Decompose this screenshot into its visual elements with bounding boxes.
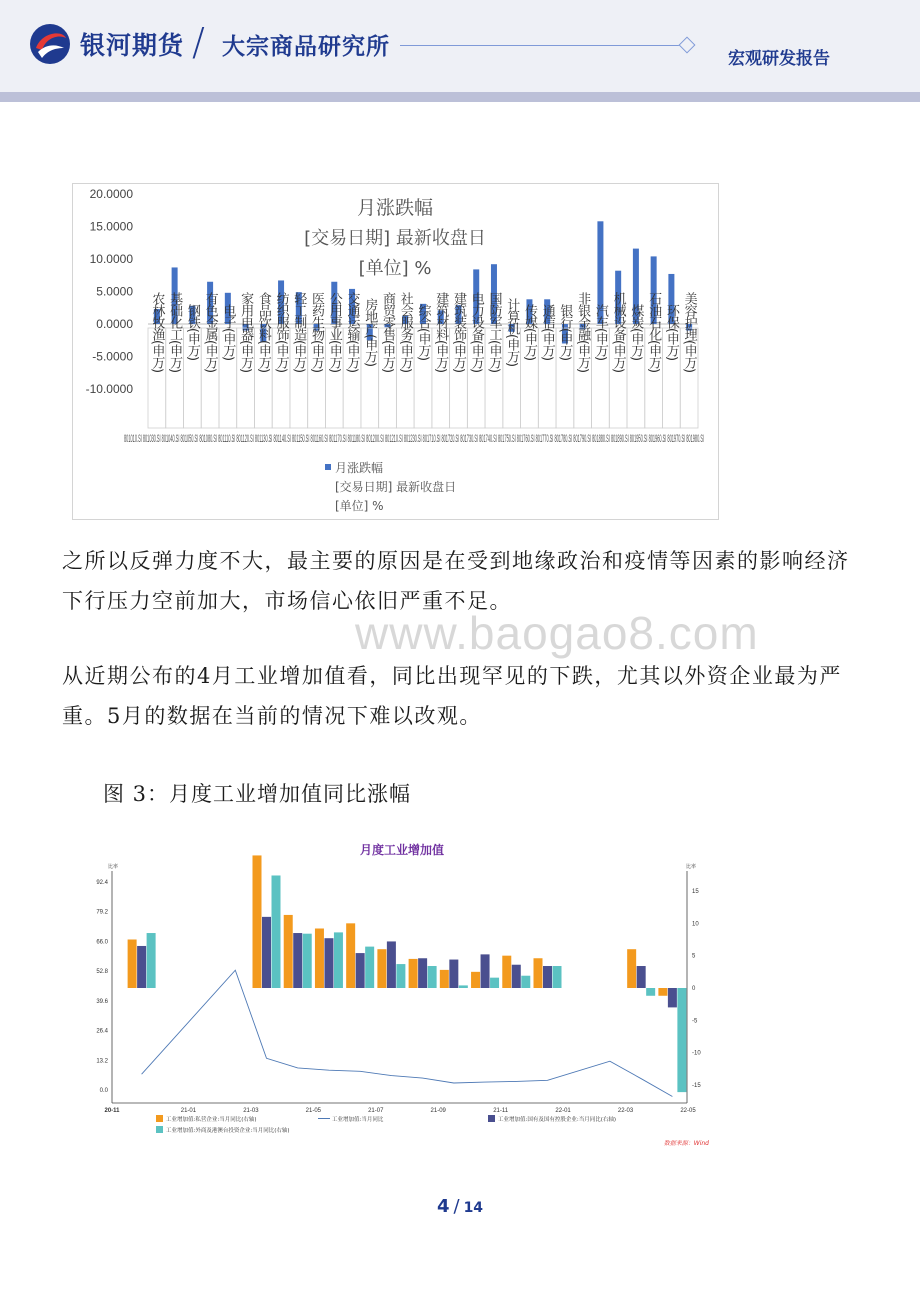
legend-swatch [325, 464, 331, 470]
bar-series-2 [637, 966, 646, 988]
bar-series-3 [646, 988, 655, 996]
x-tick-label: 21-09 [430, 1108, 446, 1114]
category-label: 社会服务(申万) [397, 291, 413, 373]
bar-series-1 [471, 972, 480, 988]
page-separator: / [453, 1196, 460, 1217]
bar-series-1 [440, 970, 449, 988]
watermark: www.baogao8.com [355, 607, 759, 659]
chart-title-line: [单位] % [358, 258, 432, 279]
chart-title-line: [交易日期] 最新收盘日 [304, 228, 486, 249]
x-tick-label: 21-05 [305, 1108, 322, 1114]
left-tick-label: 39.6 [96, 998, 108, 1005]
paragraph-2: 从近期公布的4月工业增加值看，同比出现罕见的下跌，尤其以外资企业最为严重。5月的数据在当前的情况下难以改观。 [62, 664, 842, 728]
category-label: 美容护理(申万) [681, 291, 697, 373]
category-label: 计算机(申万) [504, 297, 520, 367]
category-label: 轻工制造(申万) [291, 291, 307, 373]
right-tick-label: 15 [692, 889, 699, 895]
category-label: 机械设备(申万) [610, 291, 626, 373]
bar-series-2 [418, 958, 427, 988]
right-unit: 比率 [686, 864, 697, 870]
bar-series-3 [677, 988, 686, 1092]
figure-caption: 图 3：月度工业增加值同比涨幅 [103, 782, 412, 806]
chart-title-line: 月涨跌幅 [356, 197, 434, 219]
industrial-value-chart-svg [92, 835, 712, 1150]
category-label: 煤炭(申万) [628, 303, 644, 361]
bar-series-2 [137, 946, 146, 988]
bar-series-3 [459, 985, 468, 988]
category-label: 传媒(申万) [521, 303, 537, 361]
bar-series-2 [512, 965, 521, 988]
y-tick-label: 15.0000 [89, 219, 133, 234]
x-tick-label: 22-01 [555, 1108, 571, 1114]
category-label: 建筑材料(申万) [433, 291, 449, 373]
data-source: 数据来源：Wind [663, 1140, 709, 1147]
header-rule [400, 45, 680, 46]
bar-series-1 [627, 949, 636, 988]
bar-series-2 [543, 966, 552, 988]
page-current: 4 [436, 1196, 450, 1217]
bar-series-3 [365, 947, 374, 988]
x-tick-label: 21-03 [243, 1108, 259, 1114]
category-label: 有色金属(申万) [202, 291, 218, 373]
bar-series-1 [253, 855, 262, 988]
category-label: 电力设备(申万) [468, 291, 484, 373]
page-number [0, 1196, 920, 1217]
bar-series-3 [147, 933, 156, 988]
category-label: 公用事业(申万) [326, 291, 342, 373]
institute-name: 大宗商品研究所 [222, 34, 390, 60]
category-label: 纺织服饰(申万) [273, 291, 289, 373]
left-tick-label: 0.0 [99, 1088, 108, 1094]
bar-series-2 [387, 941, 396, 988]
bar-series-2 [481, 954, 490, 988]
bar-series-3 [272, 875, 281, 988]
category-label: 环保(申万) [663, 303, 679, 361]
x-tick-label: 20-11 [104, 1108, 120, 1114]
page-total: 14 [463, 1200, 484, 1216]
legend-label: 工业增加值:当月同比 [332, 1117, 384, 1123]
brand-name: 银河期货 [80, 31, 185, 60]
bar-series-1 [315, 929, 324, 988]
bar-series-2 [324, 938, 333, 988]
bar-series-3 [428, 966, 437, 988]
bar-series-3 [334, 932, 343, 988]
x-tick-label: 22-03 [617, 1108, 634, 1114]
legend-swatch [488, 1115, 495, 1122]
bar-series-2 [262, 917, 271, 988]
category-label: 电子(申万) [220, 303, 236, 361]
category-label: 非银金融(申万) [575, 291, 591, 373]
right-tick-label: 10 [692, 921, 699, 928]
category-label: 汽车(申万) [592, 303, 608, 361]
y-tick-label: -10.0000 [85, 382, 133, 396]
y-tick-label: 10.0000 [89, 252, 133, 266]
bar-series-2 [356, 953, 365, 988]
bar-series-2 [293, 933, 302, 988]
legend-swatch [156, 1115, 163, 1122]
bar-series-1 [346, 923, 355, 988]
bar-series-1 [284, 915, 293, 988]
category-label: 综合(申万) [415, 303, 431, 361]
y-tick-label: 0.0000 [96, 317, 133, 331]
bar-series-3 [303, 934, 312, 988]
category-label: 医药生物(申万) [309, 291, 325, 373]
category-label: 商贸零售(申万) [380, 291, 396, 373]
legend-line: [单位] % [335, 499, 384, 513]
monthly-change-chart [72, 183, 719, 520]
category-label: 交通运输(申万) [344, 291, 360, 373]
x-tick-label: 21-11 [493, 1108, 509, 1114]
left-tick-label: 52.8 [96, 969, 108, 976]
right-tick-label: -10 [692, 1050, 701, 1057]
legend-label: 工业增加值:私营企业:当月同比(右轴) [166, 1117, 257, 1123]
y-tick-label: 5.0000 [96, 284, 133, 299]
chart2-title: 月度工业增加值 [359, 843, 445, 857]
left-tick-label: 13.2 [96, 1058, 108, 1065]
legend-line: [交易日期] 最新收盘日 [335, 480, 457, 494]
legend-label: 工业增加值:外商及港澳台投资企业:当月同比(右轴) [166, 1128, 290, 1134]
left-tick-label: 26.4 [96, 1028, 108, 1035]
bar-series-2 [668, 988, 677, 1007]
brand-logo-icon [28, 22, 72, 66]
category-label: 钢铁(申万) [184, 303, 200, 361]
bar-series-3 [521, 976, 530, 988]
left-tick-label: 92.4 [96, 880, 108, 886]
industrial-value-chart [92, 835, 712, 1150]
paragraph-1: 之所以反弹力度不大，最主要的原因是在受到地缘政治和疫情等因素的影响经济下行压力空前加大，市场信心依旧严重不足。 [62, 549, 850, 613]
category-label: 银行(申万) [557, 303, 573, 361]
legend-line: 月涨跌幅 [335, 461, 384, 475]
legend-swatch [156, 1126, 163, 1133]
bar-series-1 [128, 940, 137, 989]
header-bar [0, 92, 920, 102]
category-label: 农林牧渔(申万) [149, 291, 165, 373]
x-tick-label: 21-07 [368, 1108, 384, 1114]
left-tick-label: 79.2 [96, 909, 108, 916]
category-label: 石油石化(申万) [646, 291, 662, 373]
left-unit: 比率 [108, 864, 119, 870]
category-label: 食品饮料(申万) [255, 291, 271, 373]
x-tick-label: 22-05 [680, 1108, 696, 1114]
bar-series-3 [396, 964, 405, 988]
right-tick-label: 5 [692, 953, 696, 960]
category-label: 家用电器(申万) [238, 291, 254, 373]
bar-series-1 [658, 988, 667, 996]
category-label: 通信(申万) [539, 303, 555, 361]
category-label: 基础化工(申万) [167, 291, 183, 373]
bar-series-1 [377, 949, 386, 988]
y-tick-label: -5.0000 [92, 349, 133, 364]
y-tick-label: 20.0000 [89, 187, 133, 201]
line-series [142, 970, 673, 1096]
bar-series-1 [534, 958, 543, 988]
brand-separator: / [192, 20, 205, 64]
right-tick-label: -15 [692, 1083, 701, 1089]
category-label: 建筑装饰(申万) [450, 291, 466, 373]
bar-series-2 [449, 960, 458, 988]
right-tick-label: -5 [692, 1018, 698, 1025]
index-code-row: 801010.SI 801030.SI 801040.SI 801050.SI 801080.SI 801110.SI 801120.SI 801130.SI 801140.SI 801150.SI 801160.SI 801170.SI 801180.SI 801200.SI 801210.SI 801230.SI 801710.SI 801720.SI 801730.SI 801740.SI 801750.SI 801760.SI 801770.SI 801780.SI 801790.SI 801880.SI 801890.SI 801950.SI 801960.SI 801970.SI 801980.SI [124, 433, 704, 445]
monthly-change-chart-svg [73, 184, 718, 519]
x-tick-label: 21-01 [180, 1108, 197, 1114]
left-tick-label: 66.0 [96, 939, 108, 946]
report-type: 宏观研发报告 [728, 49, 830, 69]
legend-label: 工业增加值:国有及国有控股企业:当月同比(右轴) [498, 1117, 616, 1123]
bar-series-3 [490, 978, 499, 988]
bar-series-3 [553, 966, 562, 988]
bar-series-1 [409, 959, 418, 988]
bar-series-1 [502, 956, 511, 988]
right-tick-label: 0 [692, 986, 696, 992]
category-label: 国防军工(申万) [486, 291, 502, 373]
category-label: 房地产(申万) [362, 297, 378, 367]
